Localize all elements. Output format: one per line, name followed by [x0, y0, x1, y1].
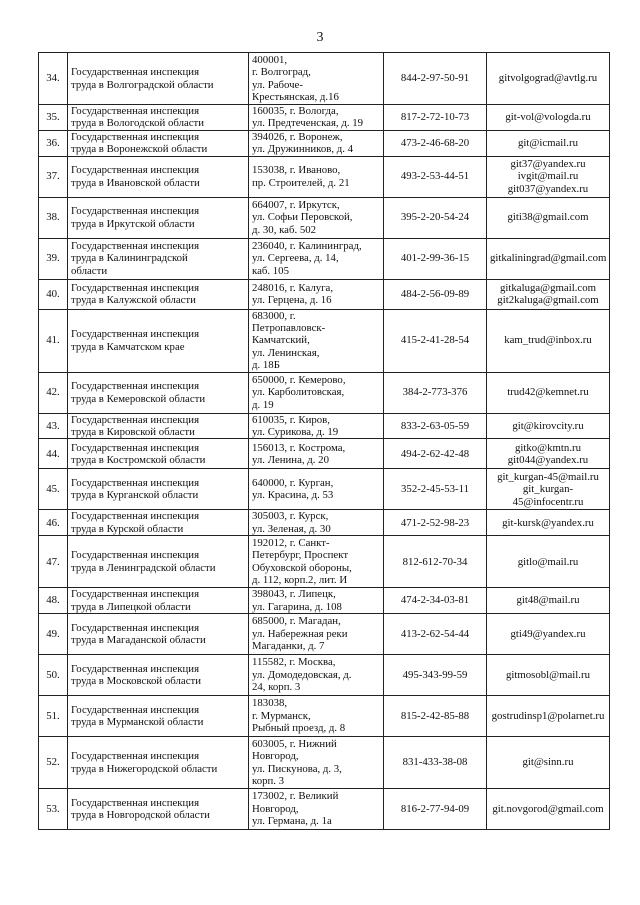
inspection-name-line: Государственная инспекция: [71, 164, 200, 177]
inspection-name-line: труда в Костромской области: [71, 453, 206, 466]
table-row: [39, 197, 610, 238]
address-line: 610035, г. Киров,: [252, 413, 330, 426]
address-line: корп. 3: [252, 775, 285, 787]
address-line: Камчатский,: [252, 334, 310, 347]
email-line: git@icmail.ru: [517, 137, 578, 150]
inspection-name-line: Государственная инспекция: [71, 281, 200, 294]
address-line: 248016, г. Калуга,: [252, 281, 334, 294]
table-row: [39, 510, 610, 536]
email-line: 45@infocentr.ru: [512, 495, 584, 508]
phone: 473-2-46-68-20: [384, 130, 487, 156]
address-line: 160035, г. Вологда,: [252, 105, 339, 117]
inspection-name-line: труда в Иркутской области: [71, 217, 195, 230]
inspection-name-line: Государственная инспекция: [71, 105, 200, 117]
email-line: gitlo@mail.ru: [517, 555, 579, 568]
email-line: gostrudinsp1@polarnet.ru: [491, 709, 605, 722]
address: [249, 655, 384, 696]
inspection-name: [68, 469, 249, 510]
table-row: [39, 279, 610, 309]
email: [487, 309, 610, 372]
inspection-name: [68, 413, 249, 439]
row-number: 34.: [39, 53, 68, 105]
table-row: [39, 614, 610, 655]
address-line: ул. Софьи Перовской,: [252, 211, 353, 224]
inspection-name-line: Государственная инспекция: [71, 380, 200, 393]
inspection-name-line: труда в Калининградской: [71, 252, 188, 265]
email: [487, 536, 610, 588]
address-line: ул. Герцена, д. 16: [252, 294, 332, 307]
inspection-name-line: области: [71, 264, 108, 277]
email: [487, 655, 610, 696]
address-line: 640000, г. Курган,: [252, 477, 334, 490]
table-row: [39, 130, 610, 156]
inspection-name-line: труда в Камчатском крае: [71, 340, 185, 353]
address-line: ул. Гагарина, д. 108: [252, 600, 342, 613]
email-line: git37@yandex.ru: [510, 158, 586, 171]
inspection-name-line: Государственная инспекция: [71, 750, 200, 763]
address-line: 153038, г. Иваново,: [252, 164, 341, 177]
address-line: ул. Красина, д. 53: [252, 489, 334, 502]
email-line: gitkaliningrad@gmail.com: [490, 252, 607, 265]
phone: 815-2-42-85-88: [384, 696, 487, 737]
address-line: 236040, г. Калининград,: [252, 240, 362, 253]
row-number: 50.: [39, 655, 68, 696]
address-line: ул. Предтеченская, д. 19: [252, 117, 364, 130]
row-number: 47.: [39, 536, 68, 588]
address-line: д. 19: [252, 398, 274, 411]
row-number: 41.: [39, 309, 68, 372]
email: [487, 413, 610, 439]
inspection-name: [68, 536, 249, 588]
page-number: 3: [316, 30, 324, 45]
phone: 816-2-77-94-09: [384, 789, 487, 830]
row-number: 38.: [39, 197, 68, 238]
phone: 844-2-97-50-91: [384, 53, 487, 105]
inspection-name: [68, 372, 249, 413]
table-row: [39, 413, 610, 439]
email: [487, 53, 610, 105]
email: [487, 238, 610, 279]
inspection-name: [68, 696, 249, 737]
table-row: [39, 309, 610, 372]
phone: 395-2-20-54-24: [384, 197, 487, 238]
address-line: д. 112, корп.2, лит. И: [252, 574, 348, 587]
inspection-name-line: Государственная инспекция: [71, 796, 200, 809]
address: [249, 536, 384, 588]
inspection-name-line: труда в Ленинградской области: [71, 561, 216, 574]
table-row: [39, 536, 610, 588]
email-line: git@sinn.ru: [522, 756, 574, 769]
table-row: [39, 372, 610, 413]
address-line: 305003, г. Курск,: [252, 510, 329, 523]
email: [487, 279, 610, 309]
address-line: Петербург, Проспект: [252, 549, 349, 562]
email-line: git044@yandex.ru: [507, 453, 589, 466]
address: [249, 588, 384, 614]
address-line: 115582, г. Москва,: [252, 656, 336, 669]
row-number: 36.: [39, 130, 68, 156]
phone: 415-2-41-28-54: [384, 309, 487, 372]
row-number: 52.: [39, 737, 68, 789]
email-line: gitmosobl@mail.ru: [505, 668, 591, 681]
phone: 384-2-773-376: [384, 372, 487, 413]
inspection-name-line: Государственная инспекция: [71, 588, 200, 601]
address-line: Новгород,: [252, 750, 299, 763]
address-line: г. Мурманск,: [252, 709, 311, 722]
inspection-name-line: Государственная инспекция: [71, 441, 200, 454]
inspection-name-line: Государственная инспекция: [71, 413, 200, 426]
inspection-name: [68, 655, 249, 696]
row-number: 42.: [39, 372, 68, 413]
inspection-name-line: Государственная инспекция: [71, 240, 200, 253]
address-line: 664007, г. Иркутск,: [252, 199, 340, 212]
table-row: [39, 789, 610, 830]
inspection-name-line: труда в Мурманской области: [71, 716, 204, 729]
address-line: ул. Ленина, д. 20: [252, 453, 329, 466]
row-number: 49.: [39, 614, 68, 655]
inspection-name-line: труда в Нижегородской области: [71, 762, 218, 775]
inspection-name: [68, 156, 249, 197]
inspection-name: [68, 588, 249, 614]
email-line: git_kurgan-45@mail.ru: [497, 470, 599, 483]
inspection-name: [68, 510, 249, 536]
address-line: Обуховской обороны,: [252, 561, 352, 574]
inspection-name-line: Государственная инспекция: [71, 477, 200, 490]
inspection-name-line: Государственная инспекция: [71, 703, 200, 716]
address-line: пр. Строителей, д. 21: [252, 176, 350, 189]
email: [487, 469, 610, 510]
address-line: 183038,: [252, 697, 288, 710]
row-number: 53.: [39, 789, 68, 830]
email: [487, 130, 610, 156]
inspection-name-line: Государственная инспекция: [71, 621, 200, 634]
email-line: git_kurgan-: [522, 483, 574, 496]
inspection-name-line: Государственная инспекция: [71, 662, 200, 675]
address-line: Рыбный проезд, д. 8: [252, 722, 346, 735]
email-line: git.novgorod@gmail.com: [492, 802, 604, 815]
table-row: [39, 156, 610, 197]
inspection-name-line: Государственная инспекция: [71, 328, 200, 341]
address-line: ул. Рабоче-: [252, 78, 303, 91]
inspection-name: [68, 238, 249, 279]
address-line: ул. Карболитовская,: [252, 386, 345, 399]
email-line: gitko@kmtn.ru: [514, 441, 582, 454]
table-row: [39, 439, 610, 469]
address-line: ул. Набережная реки: [252, 627, 348, 640]
row-number: 51.: [39, 696, 68, 737]
address-line: 173002, г. Великий: [252, 790, 339, 803]
inspection-name: [68, 130, 249, 156]
address-line: ул. Германа, д. 1а: [252, 815, 332, 828]
email-line: gitvolgograd@avtlg.ru: [498, 72, 598, 85]
address-line: 192012, г. Санкт-: [252, 536, 330, 549]
email: [487, 737, 610, 789]
address-line: 394026, г. Воронеж,: [252, 130, 343, 143]
address: [249, 789, 384, 830]
email: [487, 156, 610, 197]
inspection-name-line: труда в Кемеровской области: [71, 392, 206, 405]
address: [249, 130, 384, 156]
inspection-name-line: Государственная инспекция: [71, 510, 200, 523]
address-line: 603005, г. Нижний: [252, 737, 337, 750]
table-row: [39, 588, 610, 614]
inspections-table: [38, 52, 610, 830]
address: [249, 372, 384, 413]
inspection-name-line: труда в Курской области: [71, 522, 184, 535]
phone: 474-2-34-03-81: [384, 588, 487, 614]
row-number: 45.: [39, 469, 68, 510]
address-line: Магаданки, д. 7: [252, 640, 325, 653]
phone: 831-433-38-08: [384, 737, 487, 789]
email-line: kam_trud@inbox.ru: [504, 334, 592, 347]
address: [249, 156, 384, 197]
phone: 484-2-56-09-89: [384, 279, 487, 309]
row-number: 46.: [39, 510, 68, 536]
phone: 817-2-72-10-73: [384, 105, 487, 131]
inspection-name-line: труда в Магаданской области: [71, 634, 206, 647]
table-row: [39, 737, 610, 789]
address: [249, 197, 384, 238]
address-line: Крестьянская, д.16: [252, 90, 339, 103]
address-line: 650000, г. Кемерово,: [252, 374, 346, 387]
phone: 471-2-52-98-23: [384, 510, 487, 536]
inspection-name-line: труда в Новгородской области: [71, 809, 210, 822]
address: [249, 105, 384, 131]
address-line: 683000, г.: [252, 309, 296, 322]
inspection-name: [68, 53, 249, 105]
inspection-name-line: труда в Калужской области: [71, 294, 196, 307]
email: [487, 510, 610, 536]
table-row: [39, 238, 610, 279]
inspection-name: [68, 439, 249, 469]
address-line: г. Волгоград,: [252, 66, 311, 79]
row-number: 43.: [39, 413, 68, 439]
inspection-name-line: труда в Вологодской области: [71, 117, 205, 130]
address-line: 24, корп. 3: [252, 681, 301, 694]
address: [249, 510, 384, 536]
email: [487, 197, 610, 238]
inspection-name: [68, 737, 249, 789]
inspection-name: [68, 105, 249, 131]
inspection-name-line: Государственная инспекция: [71, 549, 200, 562]
address: [249, 696, 384, 737]
phone: 833-2-63-05-59: [384, 413, 487, 439]
address-line: д. 18Б: [252, 359, 280, 372]
email: [487, 789, 610, 830]
address: [249, 309, 384, 372]
address-line: ул. Сергеева, д. 14,: [252, 252, 339, 265]
address: [249, 413, 384, 439]
email-line: git48@mail.ru: [516, 594, 580, 607]
inspection-name-line: труда в Курганской области: [71, 489, 199, 502]
row-number: 40.: [39, 279, 68, 309]
address: [249, 279, 384, 309]
address: [249, 439, 384, 469]
inspection-name-line: труда в Волгоградской области: [71, 78, 214, 91]
inspection-name: [68, 197, 249, 238]
address-line: ул. Зеленая, д. 30: [252, 522, 331, 535]
address-line: 685000, г. Магадан,: [252, 615, 341, 628]
address-line: каб. 105: [252, 264, 289, 277]
inspection-name-line: Государственная инспекция: [71, 205, 200, 218]
address: [249, 53, 384, 105]
email-line: git-kursk@yandex.ru: [502, 516, 594, 529]
inspection-name: [68, 309, 249, 372]
address-line: ул. Пискунова, д. 3,: [252, 762, 342, 775]
inspection-name-line: труда в Ивановской области: [71, 176, 200, 189]
email: [487, 372, 610, 413]
address-line: Новгород,: [252, 802, 299, 815]
table-row: [39, 696, 610, 737]
address-line: ул. Домодедовская, д.: [252, 668, 352, 681]
email-line: git037@yandex.ru: [507, 182, 589, 195]
phone: 413-2-62-54-44: [384, 614, 487, 655]
row-number: 37.: [39, 156, 68, 197]
row-number: 35.: [39, 105, 68, 131]
address-line: ул. Сурикова, д. 19: [252, 426, 339, 439]
email: [487, 696, 610, 737]
inspection-name: [68, 614, 249, 655]
phone: 495-343-99-59: [384, 655, 487, 696]
table-row: [39, 469, 610, 510]
inspection-name-line: Государственная инспекция: [71, 66, 200, 79]
address: [249, 737, 384, 789]
email: [487, 588, 610, 614]
email: [487, 614, 610, 655]
phone: 494-2-62-42-48: [384, 439, 487, 469]
email-line: git@kirovcity.ru: [512, 419, 584, 432]
address: [249, 614, 384, 655]
email-line: gti49@yandex.ru: [510, 627, 586, 640]
address-line: 400001,: [252, 53, 288, 66]
phone: 812-612-70-34: [384, 536, 487, 588]
email: [487, 439, 610, 469]
table-row: [39, 655, 610, 696]
table-row: [39, 105, 610, 131]
email: [487, 105, 610, 131]
row-number: 44.: [39, 439, 68, 469]
row-number: 39.: [39, 238, 68, 279]
address-line: 398043, г. Липецк,: [252, 588, 336, 601]
inspection-name-line: труда в Московской области: [71, 675, 201, 688]
address: [249, 469, 384, 510]
inspection-name-line: Государственная инспекция: [71, 130, 200, 143]
inspection-name: [68, 279, 249, 309]
inspection-name-line: труда в Липецкой области: [71, 600, 191, 613]
address-line: ул. Ленинская,: [252, 346, 320, 359]
inspection-name-line: труда в Воронежской области: [71, 143, 208, 156]
row-number: 48.: [39, 588, 68, 614]
email-line: ivgit@mail.ru: [517, 170, 579, 183]
phone: 493-2-53-44-51: [384, 156, 487, 197]
email-line: git-vol@vologda.ru: [505, 111, 591, 124]
email-line: gitkaluga@gmail.com: [500, 281, 596, 294]
email-line: giti38@gmail.com: [507, 211, 589, 224]
address-line: 156013, г. Кострома,: [252, 441, 346, 454]
inspection-name-line: труда в Кировской области: [71, 426, 195, 439]
inspection-name: [68, 789, 249, 830]
phone: 352-2-45-53-11: [384, 469, 487, 510]
address-line: Петропавловск-: [252, 322, 326, 335]
address: [249, 238, 384, 279]
table-row: [39, 53, 610, 105]
address-line: д. 30, каб. 502: [252, 223, 317, 236]
email-line: git2kaluga@gmail.com: [497, 294, 599, 307]
phone: 401-2-99-36-15: [384, 238, 487, 279]
table-body: [39, 53, 610, 830]
address-line: ул. Дружинников, д. 4: [252, 143, 354, 156]
email-line: trud42@kemnet.ru: [507, 386, 589, 399]
